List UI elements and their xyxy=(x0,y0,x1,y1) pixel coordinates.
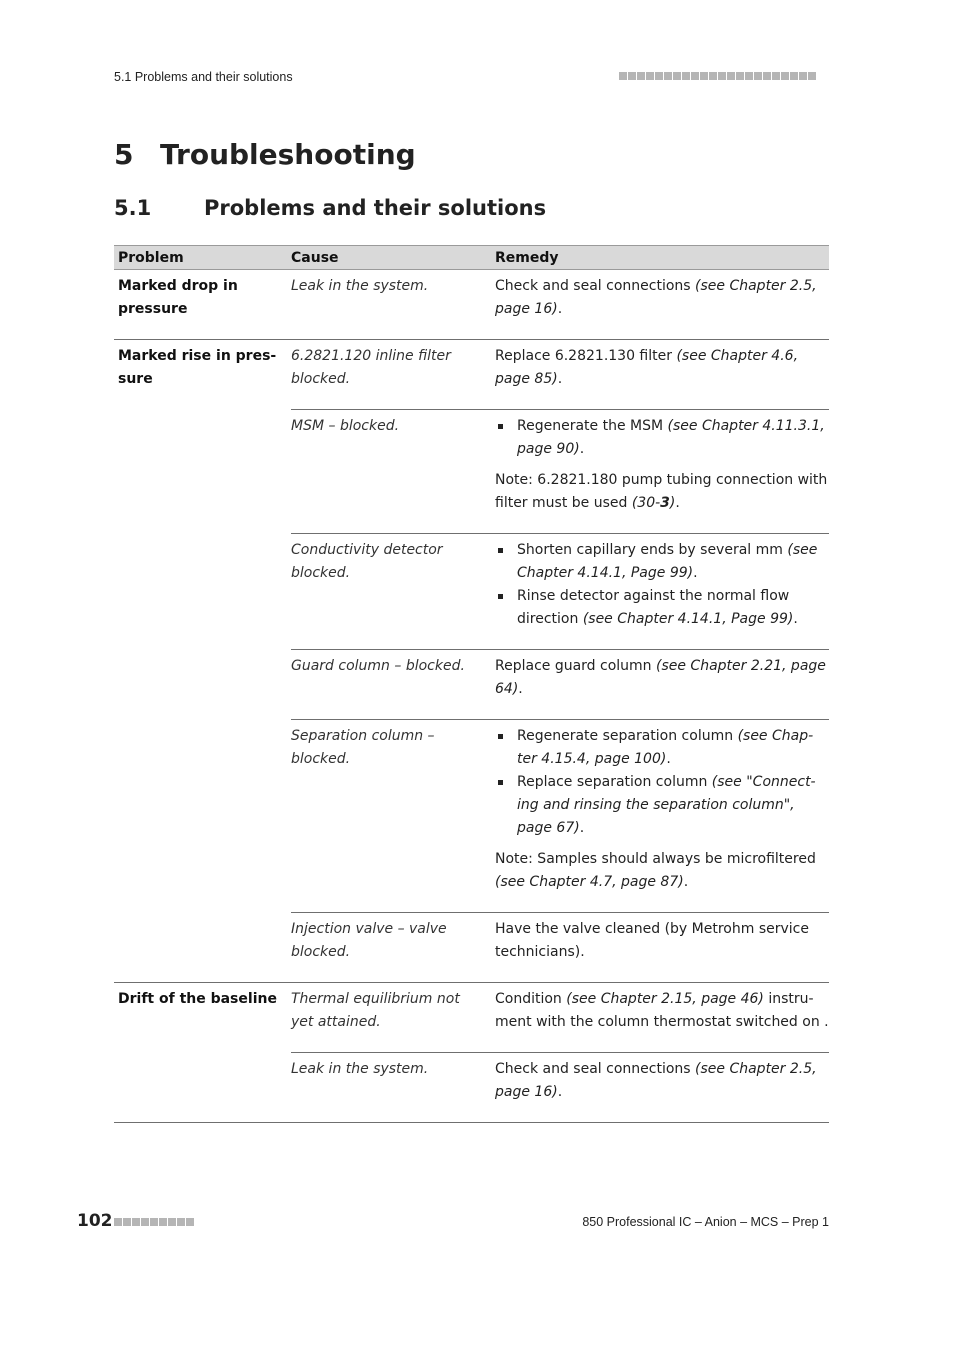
decor-square xyxy=(664,72,672,80)
remedy-text: . xyxy=(518,681,523,697)
remedy-text: Rinse detector against the normal flow direction xyxy=(517,588,790,627)
problem-group xyxy=(114,270,829,340)
remedy-text: . xyxy=(557,1084,563,1100)
note-text: Note: 6.2821.180 pump tubing connection with filter must be used xyxy=(495,472,828,511)
remedy-cell xyxy=(495,275,829,321)
cause-cell: Injection valve – valve blocked. xyxy=(291,921,447,960)
remedy-text: Replace guard column xyxy=(495,658,656,674)
decor-square xyxy=(781,72,789,80)
list-item xyxy=(495,539,829,585)
figure-reference: ) xyxy=(669,495,676,511)
cross-reference: (see Chapter 2.5, page 16) xyxy=(495,278,817,317)
remedy-text: . xyxy=(666,751,671,767)
problem-cell: Marked drop in pressure xyxy=(118,278,238,317)
document-title: 850 Professional IC – Anion – MCS – Prep 1 xyxy=(582,1215,829,1229)
remedy-text: . xyxy=(557,371,563,387)
decor-square xyxy=(123,1218,131,1226)
decor-square xyxy=(655,72,663,80)
remedy-text: Regenerate separation column xyxy=(517,728,738,744)
decor-square xyxy=(691,72,699,80)
section-title-text: Problems and their solutions xyxy=(204,196,547,220)
table-header-row xyxy=(114,245,829,270)
decor-square xyxy=(132,1218,140,1226)
cause-cell: Guard column – blocked. xyxy=(291,658,465,674)
table-row xyxy=(291,913,829,982)
remedy-text: Shorten capillary ends by several mm xyxy=(517,542,788,558)
cause-cell: Thermal equilibrium not yet attained. xyxy=(291,991,460,1030)
header-remedy: Remedy xyxy=(495,249,559,266)
cause-cell: Separation column – blocked. xyxy=(291,728,435,767)
problem-group xyxy=(114,983,829,1123)
decor-square xyxy=(763,72,771,80)
problem-cell: Drift of the baseline xyxy=(118,991,277,1007)
remedy-text: Replace 6.2821.130 filter xyxy=(495,348,677,364)
decor-square xyxy=(177,1218,185,1226)
cross-reference: (see Chapter 4.14.1, Page 99) xyxy=(582,611,794,627)
list-item xyxy=(495,771,829,840)
cross-reference: (see Chapter 2.5, page 16) xyxy=(495,1061,817,1100)
decor-square xyxy=(646,72,654,80)
remedy-text: Check and seal connections xyxy=(495,278,696,294)
decor-square xyxy=(168,1218,176,1226)
remedy-cell xyxy=(495,988,829,1034)
remedy-list xyxy=(495,725,829,840)
remedy-cell xyxy=(495,415,829,515)
remedy-cell xyxy=(495,1058,829,1104)
figure-reference: (30- xyxy=(631,495,661,511)
remedy-note xyxy=(495,469,829,515)
cross-reference: (see "Connect-ing and rinsing the separation column", page 67) xyxy=(517,774,816,836)
decor-square xyxy=(736,72,744,80)
chapter-title-text: Troubleshooting xyxy=(160,138,416,171)
decor-square xyxy=(808,72,816,80)
running-header: 5.1 Problems and their solutions xyxy=(114,70,293,84)
callout-number: 3 xyxy=(660,495,670,511)
cross-reference: (see Chapter 4.11.3.1, page 90) xyxy=(517,418,825,457)
list-item xyxy=(495,585,829,631)
cross-reference: (see Chap-ter 4.15.4, page 100) xyxy=(517,728,814,767)
remedy-text: . xyxy=(793,611,798,627)
remedy-cell: Have the valve cleaned (by Metrohm service technicians). xyxy=(495,921,809,960)
decor-square xyxy=(727,72,735,80)
decor-square xyxy=(718,72,726,80)
remedy-list xyxy=(495,539,829,631)
decor-square xyxy=(682,72,690,80)
page-number: 102 xyxy=(77,1211,113,1231)
list-item xyxy=(495,415,829,461)
problem-cell: Marked rise in pres-sure xyxy=(118,348,277,387)
remedy-text: instru-ment with the column thermostat switched on . xyxy=(495,991,829,1030)
section-title xyxy=(114,196,546,220)
section-number: 5.1 xyxy=(114,196,152,220)
cross-reference: (see Chapter 2.21, page 64) xyxy=(495,658,826,697)
header-decor-squares xyxy=(619,72,829,80)
note-text: . xyxy=(675,495,680,511)
chapter-title xyxy=(114,138,416,171)
decor-square xyxy=(673,72,681,80)
table-row xyxy=(291,410,829,534)
decor-square xyxy=(754,72,762,80)
decor-square xyxy=(150,1218,158,1226)
troubleshooting-table xyxy=(114,245,829,1123)
remedy-cell xyxy=(495,539,829,631)
remedy-text: . xyxy=(579,441,585,457)
cause-cell: 6.2821.120 inline filter blocked. xyxy=(291,348,451,387)
table-row xyxy=(291,270,829,339)
decor-square xyxy=(790,72,798,80)
table-row xyxy=(291,650,829,720)
note-text: Note: Samples should always be microfiltered xyxy=(495,851,816,867)
decor-square xyxy=(159,1218,167,1226)
remedy-cell xyxy=(495,655,829,701)
remedy-text: . xyxy=(557,301,563,317)
remedy-text: Replace separation column xyxy=(517,774,712,790)
decor-square xyxy=(709,72,717,80)
decor-square xyxy=(637,72,645,80)
decor-square xyxy=(628,72,636,80)
decor-square xyxy=(141,1218,149,1226)
decor-square xyxy=(745,72,753,80)
remedy-cell xyxy=(495,725,829,894)
footer-decor-squares xyxy=(114,1218,194,1226)
cross-reference: (see Chapter 2.15, page 46) xyxy=(566,991,764,1007)
cause-cell: Leak in the system. xyxy=(291,1061,429,1077)
cross-reference: (see Chapter 4.6, page 85) xyxy=(495,348,799,387)
problem-group xyxy=(114,340,829,983)
decor-square xyxy=(799,72,807,80)
remedy-note xyxy=(495,848,829,894)
remedy-text: . xyxy=(693,565,698,581)
header-cause: Cause xyxy=(291,249,339,266)
remedy-text: . xyxy=(579,820,585,836)
table-row xyxy=(291,340,829,410)
table-row xyxy=(291,534,829,650)
note-text: . xyxy=(683,874,689,890)
table-row xyxy=(291,983,829,1053)
cause-cell: Leak in the system. xyxy=(291,278,429,294)
remedy-cell xyxy=(495,345,829,391)
table-row xyxy=(291,720,829,913)
table-row xyxy=(291,1053,829,1122)
cross-reference: (see Chapter 4.14.1, Page 99) xyxy=(517,542,818,581)
cause-cell: MSM – blocked. xyxy=(291,418,400,434)
remedy-text: Regenerate the MSM xyxy=(517,418,668,434)
chapter-number: 5 xyxy=(114,138,134,171)
header-problem: Problem xyxy=(118,249,184,266)
decor-square xyxy=(700,72,708,80)
decor-square xyxy=(619,72,627,80)
decor-square xyxy=(114,1218,122,1226)
list-item xyxy=(495,725,829,771)
decor-square xyxy=(186,1218,194,1226)
cause-cell: Conductivity detector blocked. xyxy=(291,542,443,581)
cross-reference: (see Chapter 4.7, page 87) xyxy=(495,874,684,890)
remedy-text: Condition xyxy=(495,991,567,1007)
decor-square xyxy=(772,72,780,80)
remedy-text: Check and seal connections xyxy=(495,1061,696,1077)
remedy-list xyxy=(495,415,829,461)
